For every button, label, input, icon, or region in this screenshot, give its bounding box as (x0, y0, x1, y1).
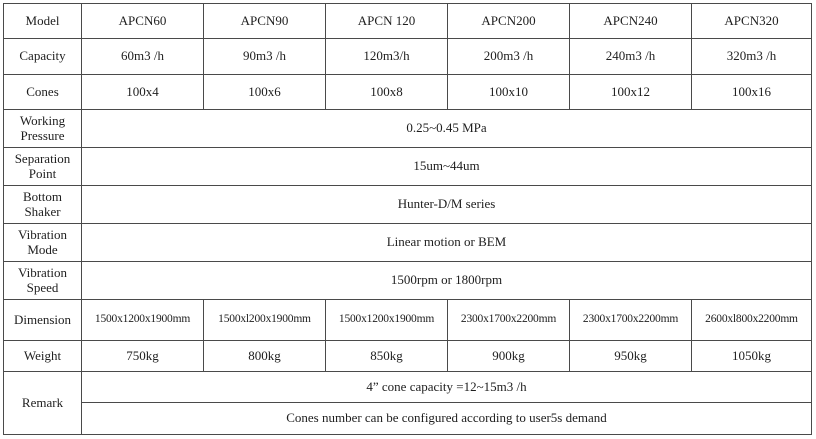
vibration-speed-value: 1500rpm or 1800rpm (82, 262, 812, 300)
weight-cell: 1050kg (692, 341, 812, 372)
weight-cell: 850kg (326, 341, 448, 372)
capacity-cell: 60m3 /h (82, 39, 204, 75)
model-cell: APCN240 (570, 4, 692, 39)
capacity-cell: 240m3 /h (570, 39, 692, 75)
dimension-cell: 2600xl800x2200mm (692, 300, 812, 341)
label-line: Mode (27, 241, 58, 257)
cones-cell: 100x8 (326, 75, 448, 110)
row-separation-point (4, 148, 812, 186)
weight-cell: 900kg (448, 341, 570, 372)
row-cones (4, 75, 812, 110)
model-cell: APCN320 (692, 4, 812, 39)
remark-line-1: 4” cone capacity =12~15m3 /h (82, 372, 812, 403)
working-pressure-label (4, 110, 82, 148)
vibration-speed-label (4, 262, 82, 300)
row-working-pressure (4, 110, 812, 148)
label-line: Bottom (22, 189, 62, 205)
model-cell: APCN60 (82, 4, 204, 39)
capacity-label: Capacity (4, 39, 82, 75)
label-line: Shaker (24, 203, 61, 219)
model-cell: APCN200 (448, 4, 570, 39)
weight-cell: 950kg (570, 341, 692, 372)
bottom-shaker-label (4, 186, 82, 224)
label-line: Vibration (17, 227, 68, 243)
bottom-shaker-value: Hunter-D/M series (82, 186, 812, 224)
model-cell: APCN90 (204, 4, 326, 39)
weight-label: Weight (4, 341, 82, 372)
label-line: Working (19, 113, 66, 129)
spec-table (3, 3, 812, 435)
cones-cell: 100x6 (204, 75, 326, 110)
weight-cell: 750kg (82, 341, 204, 372)
dimension-cell: 1500xl200x1900mm (204, 300, 326, 341)
cones-label: Cones (4, 75, 82, 110)
dimension-cell: 2300x1700x2200mm (570, 300, 692, 341)
separation-point-label (4, 148, 82, 186)
label-line: Speed (26, 279, 59, 295)
row-vibration-speed (4, 262, 812, 300)
row-model (4, 4, 812, 39)
label-line: Pressure (20, 127, 65, 143)
dimension-cell: 1500x1200x1900mm (82, 300, 204, 341)
dimension-cell: 1500x1200x1900mm (326, 300, 448, 341)
remark-label: Remark (4, 372, 82, 435)
dimension-cell: 2300x1700x2200mm (448, 300, 570, 341)
cones-cell: 100x16 (692, 75, 812, 110)
separation-point-value: 15um~44um (82, 148, 812, 186)
capacity-cell: 320m3 /h (692, 39, 812, 75)
row-remark-1 (4, 372, 812, 403)
working-pressure-value: 0.25~0.45 MPa (82, 110, 812, 148)
label-line: Point (28, 165, 57, 181)
cones-cell: 100x4 (82, 75, 204, 110)
vibration-mode-label (4, 224, 82, 262)
row-bottom-shaker (4, 186, 812, 224)
capacity-cell: 200m3 /h (448, 39, 570, 75)
remark-line-2: Cones number can be configured according to user5s demand (82, 403, 812, 435)
cones-cell: 100x10 (448, 75, 570, 110)
row-remark-2 (4, 403, 812, 435)
label-line: Vibration (17, 265, 68, 281)
weight-cell: 800kg (204, 341, 326, 372)
row-weight (4, 341, 812, 372)
vibration-mode-value: Linear motion or BEM (82, 224, 812, 262)
cones-cell: 100x12 (570, 75, 692, 110)
capacity-cell: 90m3 /h (204, 39, 326, 75)
row-vibration-mode (4, 224, 812, 262)
label-line: Separation (14, 151, 71, 167)
row-dimension (4, 300, 812, 341)
model-cell: APCN 120 (326, 4, 448, 39)
row-capacity (4, 39, 812, 75)
dimension-label: Dimension (4, 300, 82, 341)
capacity-cell: 120m3/h (326, 39, 448, 75)
model-label: Model (4, 4, 82, 39)
